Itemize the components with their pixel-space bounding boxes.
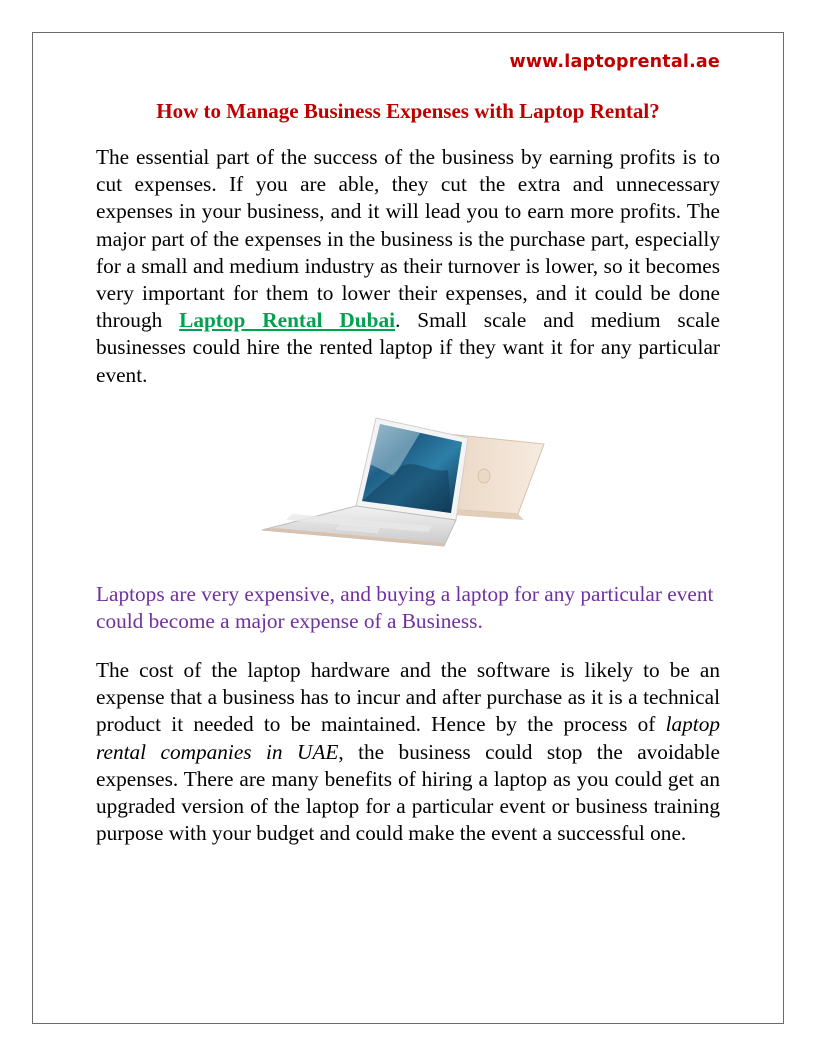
laptop-rental-dubai-link[interactable]: Laptop Rental Dubai [179, 308, 396, 333]
laptop-image [252, 404, 556, 554]
intro-paragraph [96, 144, 720, 389]
page-title: How to Manage Business Expenses with Laptop Rental? [156, 99, 660, 123]
intro-text-end: . Small scale and medium scale businesses could hire the rented laptop if they want it for any particular event. [96, 308, 720, 387]
intro-text-start: The essential part of the success of the business by earning profits is to cut expenses. If you are able, they cut the extra and unnecessary expenses in your business, and it will lead you to earn more profits. The major part of the expenses in the business is the purchase part, especially for a small and medium industry as their turnover is lower, so it becomes very important for them to lower their expenses, and it could be done through [96, 145, 720, 333]
cost-text-start: The cost of the laptop hardware and the software is likely to be an expense that a business has to incur and after purchase as it is a technical product it needed to be maintained. Hence by the process of [96, 658, 720, 737]
site-url[interactable]: www.laptoprental.ae [509, 52, 720, 72]
rental-companies-phrase: laptop rental companies in UAE [96, 712, 720, 764]
laptop-icon [252, 404, 556, 554]
cost-paragraph [96, 657, 720, 847]
cost-text-end: , the business could stop the avoidable expenses. There are many benefits of hiring a laptop as you could get an upgraded version of the laptop for a particular event or business training purpose with your budget and could make the event a successful one. [96, 739, 720, 846]
callout-text: Laptops are very expensive, and buying a laptop for any particular event could become a major expense of a Business. [96, 582, 714, 633]
